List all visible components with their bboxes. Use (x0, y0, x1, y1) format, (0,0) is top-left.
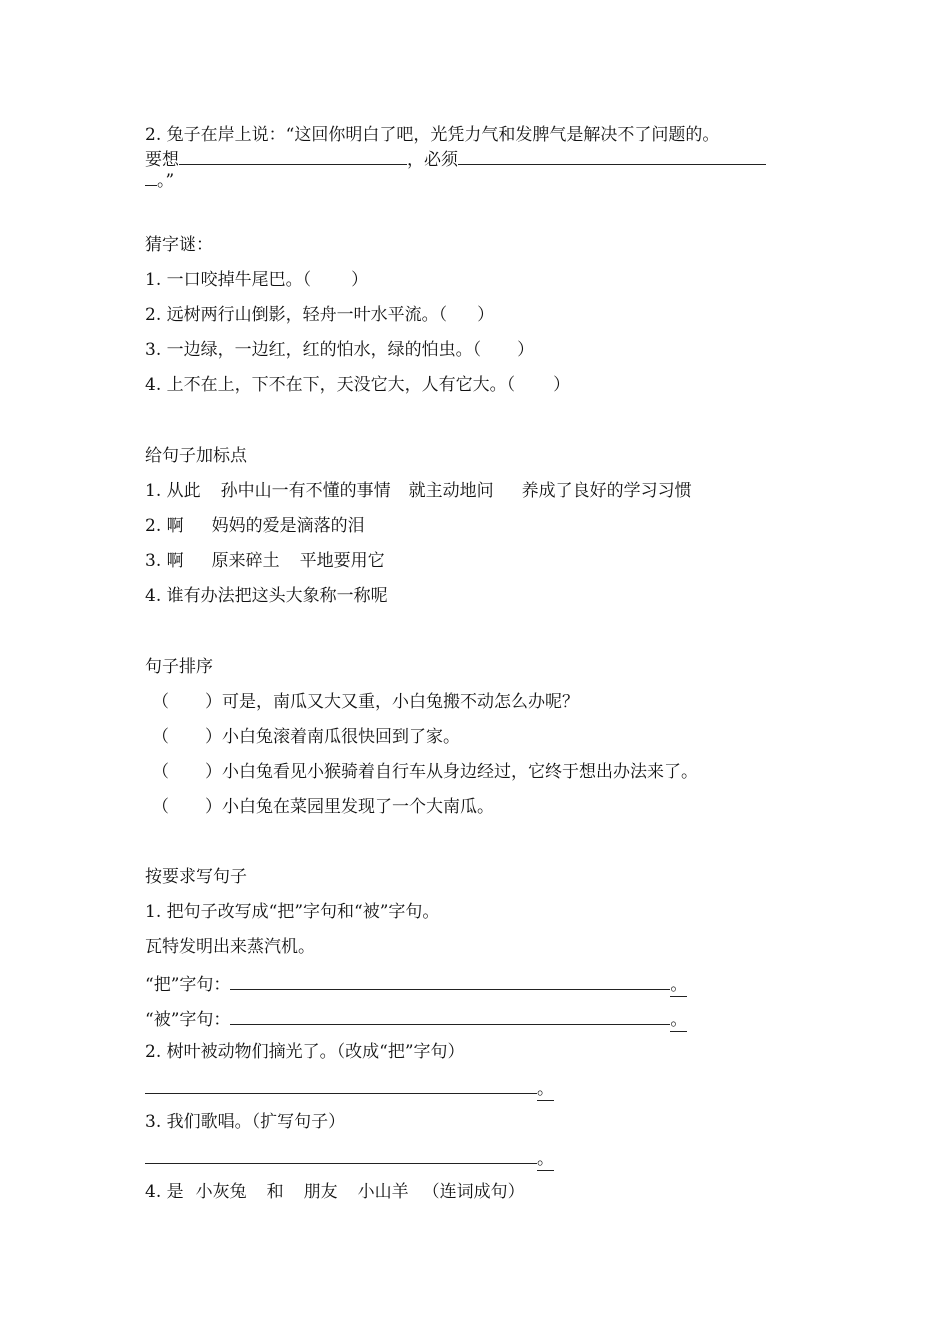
q2-line1: 2. 兔子在岸上说：“这回你明白了吧，光凭力气和发脾气是解决不了问题的。 (145, 125, 720, 145)
punct-fragment: 3. 啊 (145, 551, 184, 571)
riddle-item (145, 269, 368, 291)
punctuation-item (145, 550, 385, 572)
rewrite-q4 (145, 1181, 525, 1203)
q2-blank-3[interactable] (145, 167, 157, 186)
q2-yaoxiang: 要想 (145, 150, 179, 170)
punct-fragment: 就主动地问 (408, 481, 494, 501)
order-close: ） (205, 727, 222, 747)
punct-fragment: 平地要用它 (299, 551, 385, 571)
q2-blank-1[interactable] (179, 146, 407, 165)
order-open: （ (152, 692, 169, 712)
punct-fragment: 妈妈的爱是滴落的泪 (211, 516, 365, 536)
rewrite-q3: 3. 我们歌唱。（扩写句子） (145, 1112, 346, 1132)
q4-word: 小灰兔 (195, 1182, 247, 1202)
punctuation-item (145, 515, 365, 537)
order-close: ） (205, 797, 222, 817)
order-sentence: 小白兔在菜园里发现了一个大南瓜。 (222, 797, 494, 817)
ba-label: “把”字句： (145, 975, 231, 995)
bei-sentence-row (145, 1006, 687, 1032)
rewrite-title: 按要求写句子 (145, 867, 247, 887)
rewrite-q1: 1. 把句子改写成“把”字句和“被”字句。 (145, 902, 440, 922)
q4-word: 4. 是 (145, 1182, 184, 1202)
ordering-item (152, 691, 579, 713)
q2-period: 。 (537, 1079, 554, 1099)
q2-answer-row (145, 1075, 554, 1101)
q3-answer-line[interactable] (145, 1145, 537, 1164)
riddle-close: ） (517, 340, 535, 360)
ba-period: 。 (670, 975, 688, 995)
q2-blank-2[interactable] (458, 146, 766, 165)
order-sentence: 小白兔滚着南瓜很快回到了家。 (222, 727, 460, 747)
punctuation-item (145, 585, 388, 607)
q2-answer-line[interactable] (145, 1075, 537, 1094)
punct-fragment: 4. 谁有办法把这头大象称一称呢 (145, 586, 388, 606)
order-close: ） (205, 762, 222, 782)
punctuation-title: 给句子加标点 (145, 446, 247, 466)
riddle-close: ） (477, 305, 495, 325)
q2-line2 (145, 146, 766, 171)
punct-fragment: 原来碎土 (211, 551, 280, 571)
order-open: （ (152, 797, 169, 817)
q3-answer-row (145, 1145, 554, 1171)
ordering-item (152, 761, 698, 783)
q4-word: 小山羊 (357, 1182, 409, 1202)
order-close: ） (205, 692, 222, 712)
bei-label: “被”字句： (145, 1010, 231, 1030)
bei-answer-line[interactable] (230, 1006, 670, 1025)
q2-bixu: ，必须 (407, 150, 458, 170)
q3-period: 。 (537, 1149, 554, 1169)
order-open: （ (152, 762, 169, 782)
riddle-close: ） (351, 270, 369, 290)
ba-sentence-row (145, 971, 687, 997)
ba-answer-line[interactable] (230, 971, 670, 990)
q4-hint: （连词成句） (422, 1182, 525, 1202)
order-sentence: 小白兔看见小猴骑着自行车从身边经过，它终于想出办法来了。 (222, 762, 698, 782)
q4-word: 和 (266, 1182, 284, 1202)
order-sentence: 可是，南瓜又大又重，小白兔搬不动怎么办呢？ (222, 692, 579, 712)
riddles-title: 猜字谜： (145, 235, 213, 255)
riddle-text: 3. 一边绿，一边红，红的怕水，绿的怕虫。（ (145, 340, 482, 360)
punct-fragment: 孙中山一有不懂的事情 (220, 481, 391, 501)
q2-close: 。” (157, 171, 175, 191)
riddle-close: ） (553, 375, 571, 395)
ordering-item (152, 796, 494, 818)
riddle-item (145, 374, 570, 396)
punct-fragment: 2. 啊 (145, 516, 184, 536)
punctuation-item (145, 480, 692, 502)
riddle-item (145, 304, 494, 326)
riddle-text: 2. 远树两行山倒影，轻舟一叶水平流。（ (145, 305, 448, 325)
punct-fragment: 养成了良好的学习习惯 (521, 481, 692, 501)
riddle-item (145, 339, 534, 361)
ordering-title: 句子排序 (145, 657, 213, 677)
order-open: （ (152, 727, 169, 747)
ordering-item (152, 726, 460, 748)
riddle-text: 4. 上不在上，下不在下，天没它大，人有它大。（ (145, 375, 516, 395)
rewrite-q2: 2. 树叶被动物们摘光了。（改成“把”字句） (145, 1042, 465, 1062)
rewrite-q1-sentence: 瓦特发明出来蒸汽机。 (145, 937, 315, 957)
riddle-text: 1. 一口咬掉牛尾巴。（ (145, 270, 312, 290)
q4-word: 朋友 (303, 1182, 338, 1202)
bei-period: 。 (670, 1010, 688, 1030)
punct-fragment: 1. 从此 (145, 481, 201, 501)
q2-line3 (145, 167, 174, 192)
